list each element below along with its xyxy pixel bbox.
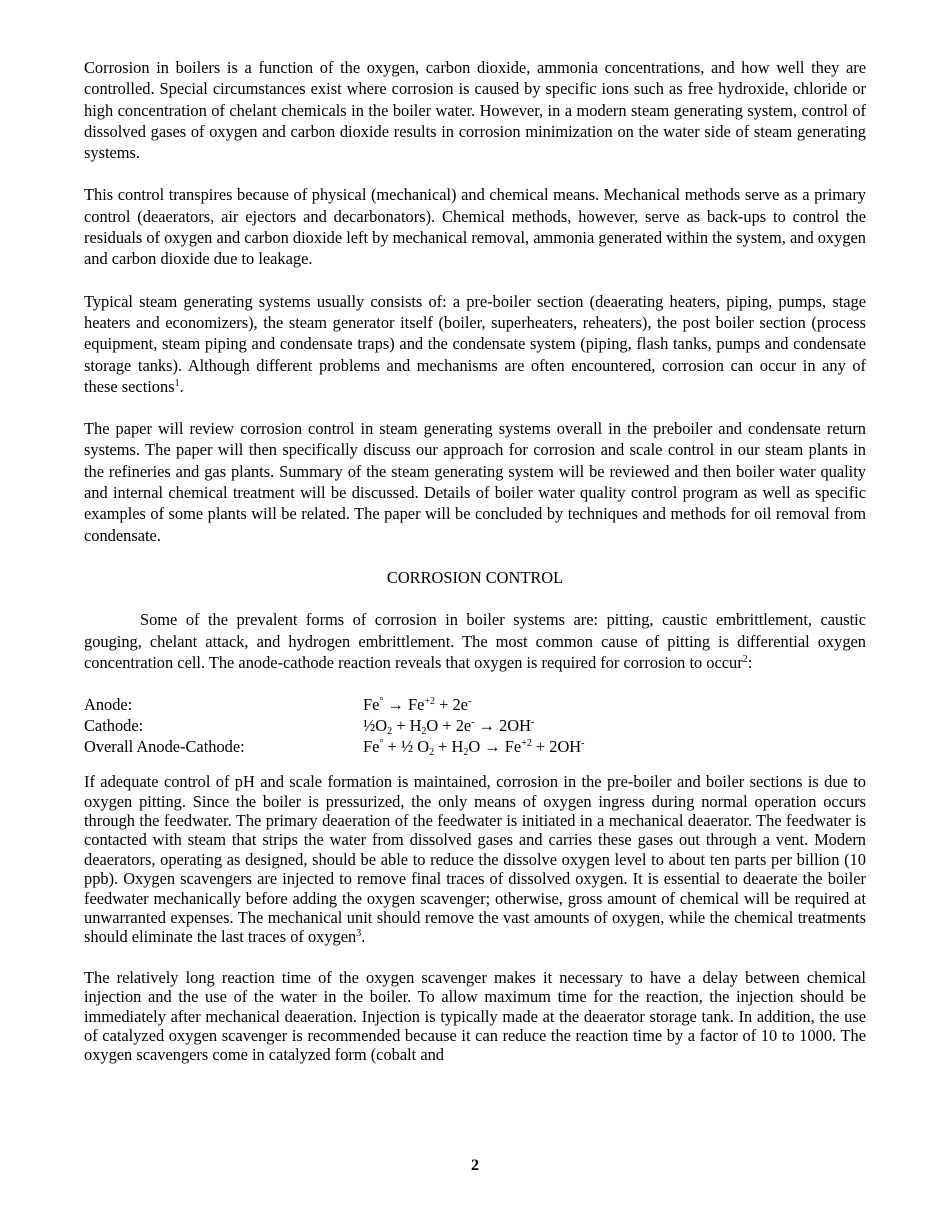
equation-cathode xyxy=(84,715,866,736)
paragraph-control-means: This control transpires because of physical (mechanical) and chemical means. Mechanical methods serve as a primary control (deaerators, air ejectors and decarbonators). Chemical methods, however, serve as back-ups to control the residuals of oxygen and carbon dioxide left by mechanical removal, ammonia generated within the system, and oxygen and carbon dioxide due to leakage. xyxy=(84,185,866,269)
section-heading: CORROSION CONTROL xyxy=(386,567,564,587)
equation-label: Anode: xyxy=(84,695,133,715)
punctuation: . xyxy=(179,376,184,396)
paragraph-paper-overview: The paper will review corrosion control in steam generating systems overall in the preboiler and condensate return systems. The paper will then specifically discuss our approach for corrosion and scale control in our steam plants in the refineries and gas plants. Summary of the steam generating system will be reviewed and then boiler water quality and internal chemical treatment will be discussed. Details of boiler water quality control program as well as specific examples of some plants will be related. The paper will be concluded by techniques and methods for oil removal from condensate. xyxy=(84,419,866,545)
punctuation: . xyxy=(361,927,366,947)
equation-anode xyxy=(84,694,866,715)
equation-label: Cathode: xyxy=(84,716,144,736)
equation-label: Overall Anode-Cathode: xyxy=(84,737,245,757)
paragraph-corrosion-forms xyxy=(84,609,866,673)
document-page xyxy=(84,57,866,1086)
equation-formula: Fe° + ½ $O_2 + H_2O \to Fe^{+2} + 2OH^-$ xyxy=(363,737,585,759)
paragraph-intro: Corrosion in boilers is a function of the oxygen, carbon dioxide, ammonia concentrations, and how well they are controlled. Special circumstances exist where corrosion is caused by specific ions such as free hydroxide, chloride or high concentration of chelant chemicals in the boiler water. However, in a modern steam generating system, control of dissolved gases of oxygen and carbon dioxide results in corrosion minimization on the water side of steam generating systems. xyxy=(84,58,866,163)
paragraph-oxygen-pitting xyxy=(84,772,866,947)
footnote-ref: 3 xyxy=(356,928,362,940)
paragraph-text: Some of the prevalent forms of corrosion in boiler systems are: pitting, caustic embrittlement, caustic gouging, chelant attack, and hydrogen embrittlement. The most common cause of pitting is differential oxygen concentration cell. The anode-cathode reaction reveals that oxygen is required for corrosion to occur xyxy=(84,610,866,672)
paragraph-system-sections xyxy=(84,291,866,397)
equation-formula: $Fe^\circ \to Fe^{+2} + 2e^-$ xyxy=(363,695,472,715)
paragraph-text: If adequate control of pH and scale formation is maintained, corrosion in the pre-boiler and boiler sections is due to oxygen pitting. Since the boiler is pressurized, the only means of oxygen ingress during normal operation occurs through the feedwater. The primary deaeration of the feedwater is initiated in a mechanical deaerator. The feedwater is contacted with steam that strips the water from dissolved gases and carries these gases out through a vent. Modern deaerators, operating as designed, should be able to reduce the dissolve oxygen level to about ten parts per billion (10 ppb). Oxygen scavengers are injected to remove final traces of dissolved oxygen. It is essential to deaerate the boiler feedwater mechanically before adding the oxygen scavenger; otherwise, gross amount of chemical will be required at unwarranted expenses. The mechanical unit should remove the vast amounts of oxygen, while the chemical treatments should eliminate the last traces of oxygen xyxy=(84,772,866,947)
footnote-ref: 2 xyxy=(742,653,748,665)
equation-overall xyxy=(84,736,866,757)
paragraph-scavenger-reaction: The relatively long reaction time of the oxygen scavenger makes it necessary to have a delay between chemical injection and the use of the water in the boiler. To allow maximum time for the reaction, the injection should be immediately after mechanical deaeration. Injection is typically made at the deaerator storage tank. In addition, the use of catalyzed oxygen scavenger is recommended because it can reduce the reaction time by a factor of 10 to 1000. The oxygen scavengers come in catalyzed form (cobalt and xyxy=(84,967,866,1065)
reaction-equations xyxy=(84,694,866,757)
equation-formula: $\frac{1}{2}O_2 + H_2O + 2e^- \to 2OH^-$ xyxy=(363,716,535,738)
page-number: 2 xyxy=(471,1157,479,1174)
paragraph-text: Typical steam generating systems usually consists of: a pre-boiler section (deaerating heaters, piping, pumps, stage heaters and economizers), the steam generator itself (boiler, superheaters, reheaters), the post boiler section (process equipment, steam piping and condensate traps) and the condensate system (piping, flash tanks, pumps and condensate storage tanks). Although different problems and mechanisms are often encountered, corrosion can occur in any of these sections xyxy=(84,291,866,396)
punctuation: : xyxy=(747,652,753,672)
footnote-ref: 1 xyxy=(174,377,180,389)
